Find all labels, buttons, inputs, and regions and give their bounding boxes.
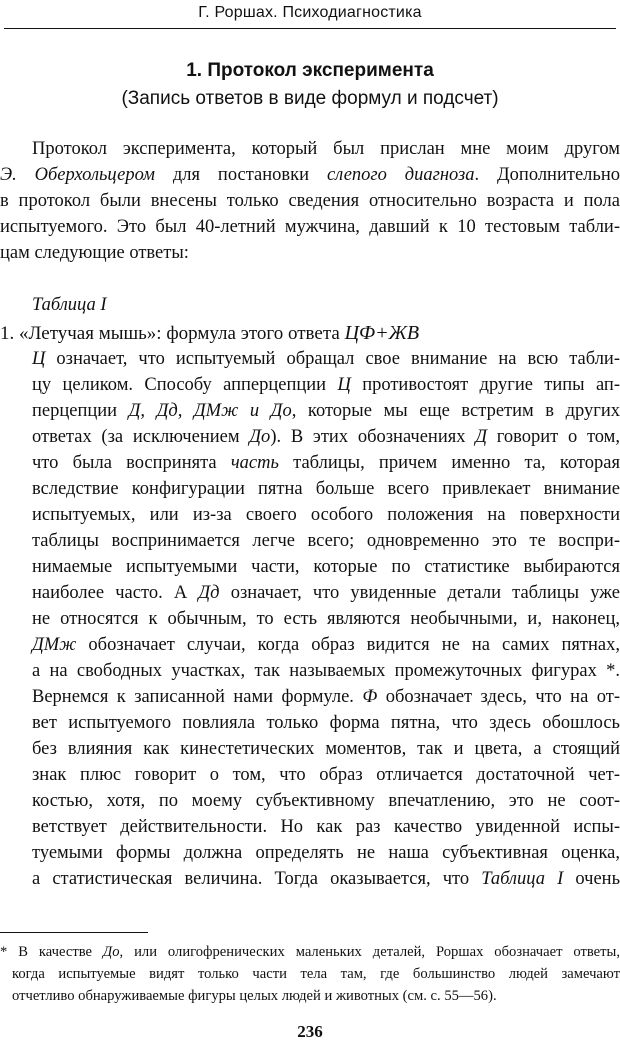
body-line-16: без влияния как кинестетических моментов, так и цвета, а стоящий: [32, 739, 620, 759]
footnote-line-1: * В качестве До, или олигофренических маленьких деталей, Роршах обозначает ответы,: [0, 944, 620, 960]
body-line-8: таблицы воспринимается легче всего; одновременно это те воспри-: [32, 531, 620, 551]
body-line-2: цу целиком. Способу апперцепции Ц противостоят другие типы ап-: [32, 375, 620, 395]
intro-line-1: Протокол эксперимента, который был прислан мне моим другом: [32, 139, 620, 159]
body-line-5: что была воспринята часть таблицы, причем именно та, которая: [32, 453, 620, 473]
body-line-18: костью, хотя, по моему субъективному впечатлению, это не соот-: [32, 791, 620, 811]
body-line-1: Ц означает, что испытуемый обращал свое внимание на всю табли-: [32, 349, 620, 369]
body-line-7: испытуемых, или из-за своего особого положения на поверхности: [32, 505, 620, 525]
body-line-10: наиболее часто. А Дд означает, что увиденные детали таблицы уже: [32, 583, 620, 603]
intro-line-5: цам следующие ответы:: [0, 243, 189, 263]
footnote-line-2: когда испытуемые видят только части тела там, где большинство людей замечают: [12, 966, 620, 982]
body-line-12: ДМж обозначает случаи, когда образ видится не на самих пятнах,: [32, 635, 620, 655]
body-line-15: вет испытуемого повлияла только форма пятна, что здесь обошлось: [32, 713, 620, 733]
item-1-line: 1. «Летучая мышь»: формула этого ответа ЦФ+ЖВ: [0, 322, 420, 344]
body-line-19: ветствует действительности. Но как раз качество увиденной испы-: [32, 817, 620, 837]
intro-line-4: испытуемого. Это был 40-летний мужчина, давший к 10 тестовым табли-: [0, 217, 620, 237]
section-subtitle: (Запись ответов в виде формул и подсчет): [121, 88, 499, 109]
running-head: Г. Роршах. Психодиагностика: [198, 4, 422, 21]
body-line-9: нимаемые испытуемыми части, которые по статистике выбираются: [32, 557, 620, 577]
table-heading: Таблица I: [32, 295, 107, 315]
intro-line-3: в протокол были внесены только сведения относительно возраста и пола: [0, 191, 620, 211]
footnote-rule: [0, 932, 148, 933]
body-line-6: вследствие конфигурации пятна больше всего привлекает внимание: [32, 479, 620, 499]
body-line-14: Вернемся к записанной нами формуле. Ф обозначает здесь, что на от-: [32, 687, 620, 707]
body-line-11: не относятся к обычным, то есть являются необычными, и, наконец,: [32, 609, 620, 629]
body-line-21: а статистическая величина. Тогда оказывается, что Таблица I очень: [32, 869, 620, 889]
section-title: 1. Протокол эксперимента: [186, 60, 434, 81]
intro-line-2: Э. Оберхольцером для постановки слепого диагноза. Дополнительно: [0, 165, 620, 185]
body-line-13: а на свободных участках, так называемых промежуточных фигурах *.: [32, 661, 620, 681]
body-line-17: знак плюс говорит о том, что образ отличается достаточной чет-: [32, 765, 620, 785]
header-rule: [4, 28, 616, 29]
body-line-4: ответах (за исключением До). В этих обозначениях Д говорит о том,: [32, 427, 620, 447]
page-number: 236: [297, 1022, 323, 1041]
body-line-20: туемыми формы должна определять не наша субъективная оценка,: [32, 843, 620, 863]
body-line-3: перцепции Д, Дд, ДМж и До, которые мы еще встретим в других: [32, 401, 620, 421]
footnote-line-3: отчетливо обнаруживаемые фигуры целых людей и животных (см. с. 55—56).: [12, 988, 497, 1004]
